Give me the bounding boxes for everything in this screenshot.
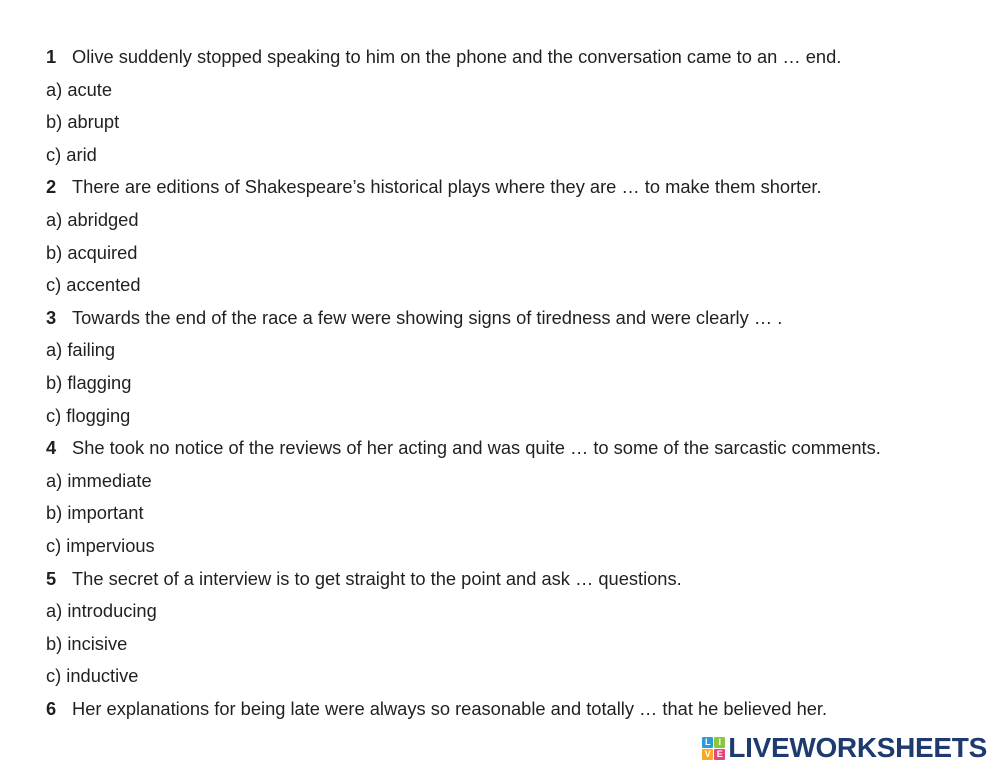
option-1c: c) arid [46,143,97,165]
option-4c: c) impervious [46,534,155,556]
question-text: The secret of a interview is to get straight to the point and ask … questions. [72,567,682,589]
question-number: 2 [46,176,57,198]
option-5c: c) inductive [46,665,139,687]
option-4b: b) important [46,502,144,524]
question-text: Her explanations for being late were always so reasonable and totally … that he believed her. [72,697,828,719]
option-2a: a) abridged [46,208,139,230]
worksheet [46,44,976,728]
question-number: 5 [46,567,57,589]
question-text: There are editions of Shakespeare’s historical plays where they are … to make them shorter. [72,176,822,198]
question-number: 1 [46,46,57,67]
liveworksheets-logo [702,730,987,766]
logo-text: LIVEWORKSHEETS [728,732,987,763]
option-2c: c) accented [46,274,141,296]
option-3b: b) flagging [46,371,132,393]
question-number: 3 [46,306,57,328]
option-5a: a) introducing [46,600,157,622]
question-number: 6 [46,697,57,719]
option-2b: b) acquired [46,241,138,263]
question-2 [46,174,976,207]
question-number: 4 [46,437,57,459]
question-1 [46,44,976,77]
option-1a: a) acute [46,78,113,100]
question-3 [46,305,976,338]
option-3a: a) failing [46,339,116,361]
question-text: Towards the end of the race a few were showing signs of tiredness and were clearly … . [72,306,783,328]
logo-icon [702,737,725,760]
question-4 [46,435,976,468]
logo-letter-v: V [702,749,713,760]
option-1b: b) abrupt [46,111,120,133]
question-text: Olive suddenly stopped speaking to him on the phone and the conversation came to an … end. [72,46,842,67]
logo-letter-l: L [702,737,713,748]
logo-letter-e: E [714,749,725,760]
question-text: She took no notice of the reviews of her acting and was quite … to some of the sarcastic comments. [72,437,881,459]
option-3c: c) flogging [46,404,131,426]
option-4a: a) immediate [46,469,152,491]
question-6 [46,696,976,729]
logo-letter-i: I [714,737,725,748]
option-5b: b) incisive [46,632,128,654]
question-5 [46,566,976,599]
